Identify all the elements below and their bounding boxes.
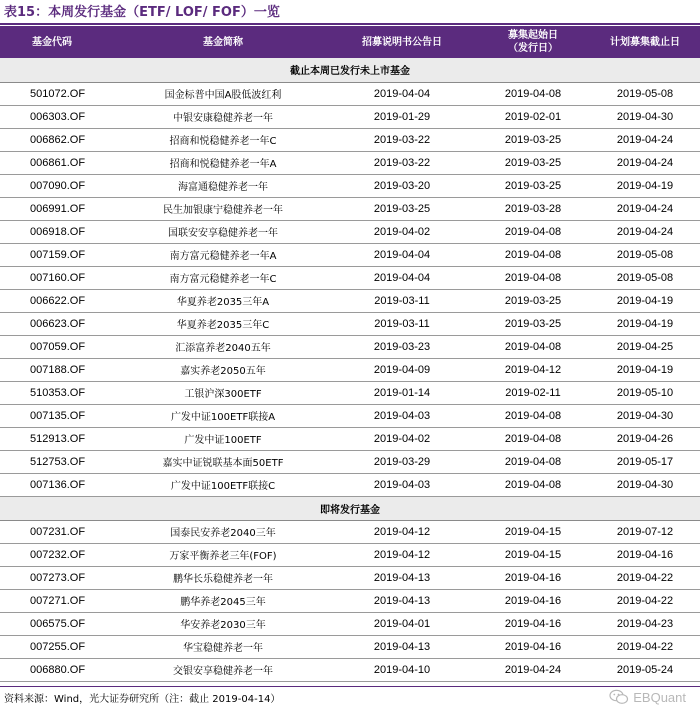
fund-code: 007255.OF <box>0 635 118 658</box>
prospectus-date: 2019-04-13 <box>328 589 476 612</box>
fund-code: 006880.OF <box>0 658 118 681</box>
header-start-date-line1: 募集起始日 <box>508 30 558 41</box>
header-prospectus-date: 招募说明书公告日 <box>362 36 442 48</box>
fund-code: 007136.OF <box>0 473 118 496</box>
end-date: 2019-04-24 <box>590 220 700 243</box>
watermark-text: EBQuant <box>633 689 686 705</box>
header-code: 基金代码 <box>32 36 72 48</box>
start-date: 2019-02-01 <box>476 105 590 128</box>
prospectus-date: 2019-04-10 <box>328 658 476 681</box>
end-date: 2019-04-22 <box>590 589 700 612</box>
start-date: 2019-03-25 <box>476 128 590 151</box>
end-date: 2019-04-30 <box>590 105 700 128</box>
fund-code: 006575.OF <box>0 612 118 635</box>
title-divider <box>0 23 700 25</box>
prospectus-date: 2019-04-09 <box>328 358 476 381</box>
prospectus-date: 2019-04-12 <box>328 543 476 566</box>
end-date: 2019-04-19 <box>590 289 700 312</box>
fund-name: 华夏养老2035三年A <box>118 289 328 312</box>
end-date: 2019-04-26 <box>590 427 700 450</box>
table-row <box>0 450 700 473</box>
fund-code: 007271.OF <box>0 589 118 612</box>
fund-name: 鹏华长乐稳健养老一年 <box>118 566 328 589</box>
table-row <box>0 635 700 658</box>
fund-name: 民生加银康宁稳健养老一年 <box>118 197 328 220</box>
start-date: 2019-03-25 <box>476 174 590 197</box>
table-row <box>0 266 700 289</box>
header-start-date-line2: （发行日） <box>508 43 558 54</box>
table-row <box>0 543 700 566</box>
end-date: 2019-05-10 <box>590 381 700 404</box>
start-date: 2019-04-24 <box>476 658 590 681</box>
prospectus-date: 2019-04-03 <box>328 473 476 496</box>
fund-code: 006622.OF <box>0 289 118 312</box>
end-date: 2019-04-30 <box>590 473 700 496</box>
fund-code: 501072.OF <box>0 82 118 105</box>
table-row <box>0 335 700 358</box>
prospectus-date: 2019-01-14 <box>328 381 476 404</box>
fund-code: 007159.OF <box>0 243 118 266</box>
table-row <box>0 82 700 105</box>
fund-code: 510353.OF <box>0 381 118 404</box>
fund-code: 007135.OF <box>0 404 118 427</box>
table-title: 表15：本周发行基金（ETF/ LOF/ FOF）一览 <box>4 5 280 20</box>
table-row <box>0 358 700 381</box>
prospectus-date: 2019-04-04 <box>328 243 476 266</box>
end-date: 2019-04-22 <box>590 635 700 658</box>
fund-code: 006991.OF <box>0 197 118 220</box>
fund-code: 007231.OF <box>0 520 118 543</box>
fund-name: 国金标普中国A股低波红利 <box>118 82 328 105</box>
end-date: 2019-05-08 <box>590 82 700 105</box>
start-date: 2019-04-08 <box>476 82 590 105</box>
prospectus-date: 2019-03-22 <box>328 128 476 151</box>
fund-name: 招商和悦稳健养老一年A <box>118 151 328 174</box>
start-date: 2019-04-08 <box>476 450 590 473</box>
end-date: 2019-04-22 <box>590 566 700 589</box>
start-date: 2019-04-08 <box>476 473 590 496</box>
table-row <box>0 658 700 681</box>
end-date: 2019-04-19 <box>590 174 700 197</box>
section-title: 即将发行基金 <box>0 496 700 520</box>
fund-name: 汇添富养老2040五年 <box>118 335 328 358</box>
start-date: 2019-04-08 <box>476 220 590 243</box>
fund-name: 国泰民安养老2040三年 <box>118 520 328 543</box>
section-row <box>0 58 700 82</box>
table-row <box>0 520 700 543</box>
fund-code: 007232.OF <box>0 543 118 566</box>
end-date: 2019-04-16 <box>590 543 700 566</box>
start-date: 2019-03-25 <box>476 312 590 335</box>
start-date: 2019-02-11 <box>476 381 590 404</box>
fund-name: 交银安享稳健养老一年 <box>118 658 328 681</box>
fund-name: 南方富元稳健养老一年C <box>118 266 328 289</box>
table-row <box>0 566 700 589</box>
header-end-date: 计划募集截止日 <box>610 36 680 48</box>
fund-code: 006303.OF <box>0 105 118 128</box>
table-row <box>0 404 700 427</box>
end-date: 2019-04-25 <box>590 335 700 358</box>
wechat-icon <box>609 689 629 705</box>
start-date: 2019-04-08 <box>476 427 590 450</box>
fund-name: 万家平衡养老三年(FOF) <box>118 543 328 566</box>
fund-name: 嘉实养老2050五年 <box>118 358 328 381</box>
end-date: 2019-05-08 <box>590 266 700 289</box>
fund-name: 华宝稳健养老一年 <box>118 635 328 658</box>
prospectus-date: 2019-03-25 <box>328 197 476 220</box>
start-date: 2019-04-08 <box>476 243 590 266</box>
prospectus-date: 2019-03-23 <box>328 335 476 358</box>
prospectus-date: 2019-04-12 <box>328 520 476 543</box>
start-date: 2019-03-25 <box>476 289 590 312</box>
fund-name: 广发中证100ETF <box>118 427 328 450</box>
start-date: 2019-04-16 <box>476 635 590 658</box>
start-date: 2019-04-15 <box>476 543 590 566</box>
prospectus-date: 2019-03-22 <box>328 151 476 174</box>
end-date: 2019-05-24 <box>590 658 700 681</box>
fund-code: 512753.OF <box>0 450 118 473</box>
start-date: 2019-03-25 <box>476 151 590 174</box>
end-date: 2019-04-24 <box>590 197 700 220</box>
end-date: 2019-04-23 <box>590 612 700 635</box>
table-row <box>0 197 700 220</box>
table-row <box>0 473 700 496</box>
watermark <box>609 686 686 708</box>
source-note: 资料来源：Wind，光大证券研究所（注：截止 2019-04-14） <box>4 694 281 705</box>
end-date: 2019-07-12 <box>590 520 700 543</box>
prospectus-date: 2019-04-03 <box>328 404 476 427</box>
end-date: 2019-04-19 <box>590 358 700 381</box>
section-title: 截止本周已发行未上市基金 <box>0 58 700 82</box>
fund-name: 广发中证100ETF联接C <box>118 473 328 496</box>
fund-code: 007090.OF <box>0 174 118 197</box>
start-date: 2019-04-08 <box>476 335 590 358</box>
fund-table <box>0 26 700 682</box>
start-date: 2019-03-28 <box>476 197 590 220</box>
end-date: 2019-04-24 <box>590 151 700 174</box>
fund-name: 嘉实中证锐联基本面50ETF <box>118 450 328 473</box>
table-row <box>0 243 700 266</box>
fund-code: 007188.OF <box>0 358 118 381</box>
prospectus-date: 2019-04-02 <box>328 427 476 450</box>
end-date: 2019-05-08 <box>590 243 700 266</box>
fund-name: 工银沪深300ETF <box>118 381 328 404</box>
table-row <box>0 612 700 635</box>
start-date: 2019-04-08 <box>476 266 590 289</box>
table-row <box>0 312 700 335</box>
start-date: 2019-04-12 <box>476 358 590 381</box>
table-header-row <box>0 26 700 58</box>
fund-name: 南方富元稳健养老一年A <box>118 243 328 266</box>
section-row <box>0 496 700 520</box>
fund-code: 512913.OF <box>0 427 118 450</box>
fund-name: 华夏养老2035三年C <box>118 312 328 335</box>
start-date: 2019-04-16 <box>476 612 590 635</box>
start-date: 2019-04-15 <box>476 520 590 543</box>
start-date: 2019-04-16 <box>476 566 590 589</box>
header-name: 基金简称 <box>203 36 243 48</box>
end-date: 2019-04-24 <box>590 128 700 151</box>
fund-name: 广发中证100ETF联接A <box>118 404 328 427</box>
table-row <box>0 289 700 312</box>
fund-code: 006862.OF <box>0 128 118 151</box>
prospectus-date: 2019-03-11 <box>328 312 476 335</box>
prospectus-date: 2019-04-04 <box>328 82 476 105</box>
prospectus-date: 2019-04-02 <box>328 220 476 243</box>
prospectus-date: 2019-03-20 <box>328 174 476 197</box>
fund-code: 007160.OF <box>0 266 118 289</box>
prospectus-date: 2019-04-01 <box>328 612 476 635</box>
fund-code: 006861.OF <box>0 151 118 174</box>
fund-name: 海富通稳健养老一年 <box>118 174 328 197</box>
fund-name: 招商和悦稳健养老一年C <box>118 128 328 151</box>
fund-name: 鹏华养老2045三年 <box>118 589 328 612</box>
table-row <box>0 151 700 174</box>
prospectus-date: 2019-03-29 <box>328 450 476 473</box>
table-row <box>0 105 700 128</box>
fund-name: 华安养老2030三年 <box>118 612 328 635</box>
footer-divider <box>0 686 700 687</box>
prospectus-date: 2019-04-04 <box>328 266 476 289</box>
prospectus-date: 2019-03-11 <box>328 289 476 312</box>
end-date: 2019-05-17 <box>590 450 700 473</box>
fund-name: 中银安康稳健养老一年 <box>118 105 328 128</box>
fund-code: 007059.OF <box>0 335 118 358</box>
prospectus-date: 2019-04-13 <box>328 566 476 589</box>
table-row <box>0 589 700 612</box>
end-date: 2019-04-19 <box>590 312 700 335</box>
prospectus-date: 2019-04-13 <box>328 635 476 658</box>
table-row <box>0 427 700 450</box>
table-row <box>0 381 700 404</box>
fund-code: 006918.OF <box>0 220 118 243</box>
header-start-date <box>476 26 590 58</box>
fund-code: 007273.OF <box>0 566 118 589</box>
table-row <box>0 220 700 243</box>
fund-code: 006623.OF <box>0 312 118 335</box>
end-date: 2019-04-30 <box>590 404 700 427</box>
prospectus-date: 2019-01-29 <box>328 105 476 128</box>
fund-name: 国联安安享稳健养老一年 <box>118 220 328 243</box>
start-date: 2019-04-08 <box>476 404 590 427</box>
table-row <box>0 128 700 151</box>
start-date: 2019-04-16 <box>476 589 590 612</box>
table-row <box>0 174 700 197</box>
